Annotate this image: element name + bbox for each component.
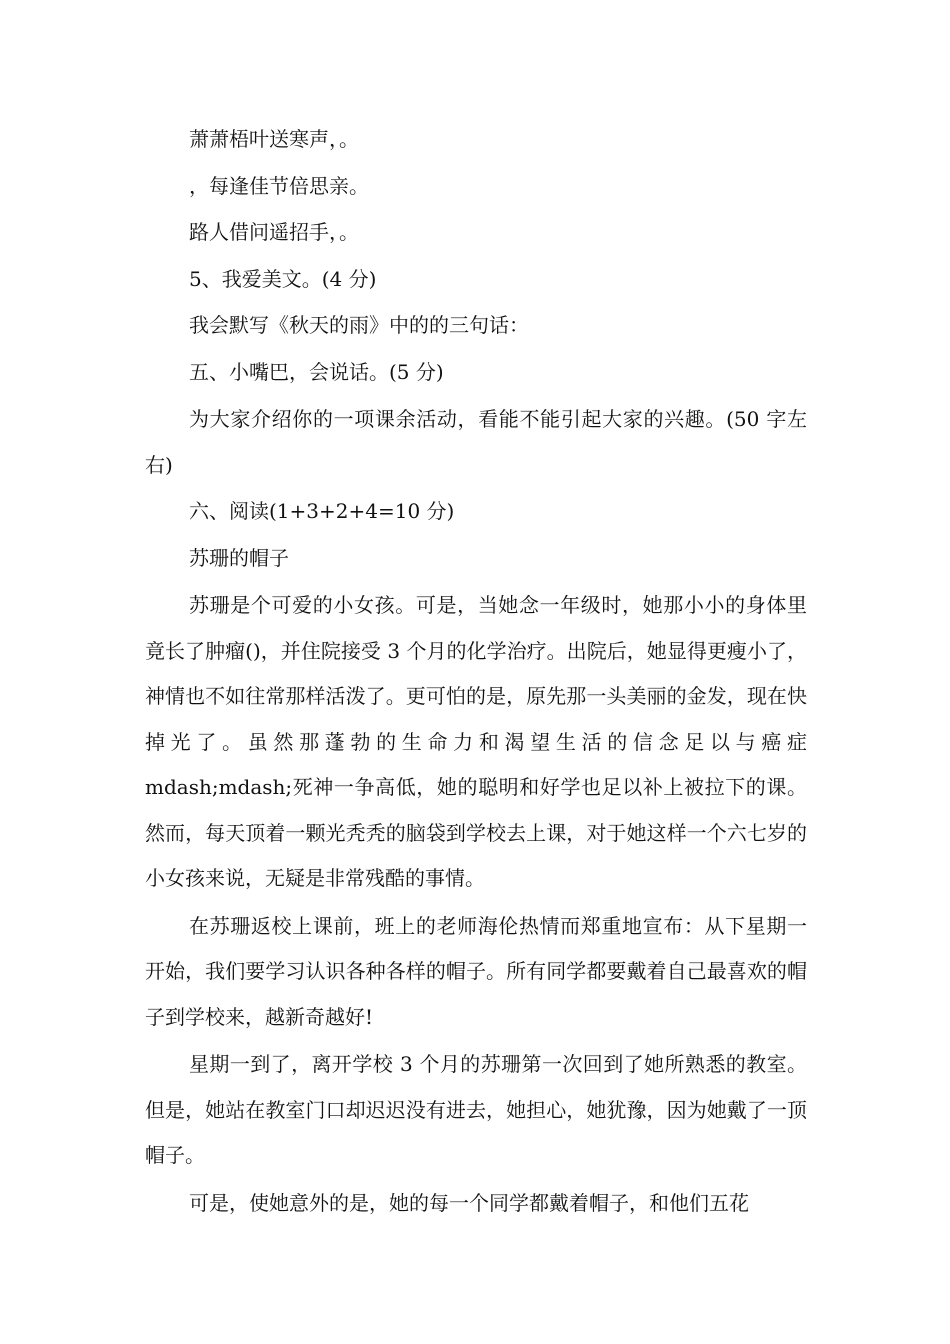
section-6-title: 六、阅读(1+3+2+4=10 分)	[189, 499, 455, 523]
story-paragraph-2: 在苏珊返校上课前，班上的老师海伦热情而郑重地宣布：从下星期一开始，我们要学习认识各种各样的帽子。所有同学都要戴着自己最喜欢的帽子到学校来，越新奇越好!	[145, 913, 807, 1029]
poem-line-1: 萧萧梧叶送寒声，。	[189, 127, 359, 151]
question-5-title: 5、我爱美文。(4 分)	[189, 266, 377, 291]
question-5-instruction: 我会默写《秋天的雨》中的的三句话：	[189, 313, 529, 337]
story-title: 苏珊的帽子	[189, 545, 289, 570]
story-paragraph-4: 可是，使她意外的是，她的每一个同学都戴着帽子，和他们五花	[189, 1190, 749, 1215]
poem-line-2: ，每逢佳节倍思亲。	[189, 173, 369, 198]
page-content	[145, 118, 807, 1228]
section-5-instruction: 为大家介绍你的一项课余活动，看能不能引起大家的兴趣。(50 字左右)	[145, 407, 807, 477]
story-paragraph-1: 苏珊是个可爱的小女孩。可是，当她念一年级时，她那小小的身体里竟长了肿瘤()，并住院接受 3 个月的化学治疗。出院后，她显得更瘦小了，神情也不如往常那样活泼了。更可怕的是，原先那一头美丽的金发，现在快掉光了。虽然那蓬勃的生命力和渴望生活的信念足以与癌症 mdash;mdash;死神一争高低，她的聪明和好学也足以补上被拉下的课。然而，每天顶着一颗光秃秃的脑袋到学校去上课，对于她这样一个六七岁的小女孩来说，无疑是非常残酷的事情。	[145, 593, 807, 890]
poem-line-3: 路人借问遥招手，。	[189, 220, 359, 244]
section-5-title: 五、小嘴巴，会说话。(5 分)	[189, 359, 444, 384]
story-paragraph-3: 星期一到了，离开学校 3 个月的苏珊第一次回到了她所熟悉的教室。但是，她站在教室门口却迟迟没有进去，她担心，她犹豫，因为她戴了一顶帽子。	[145, 1052, 807, 1167]
